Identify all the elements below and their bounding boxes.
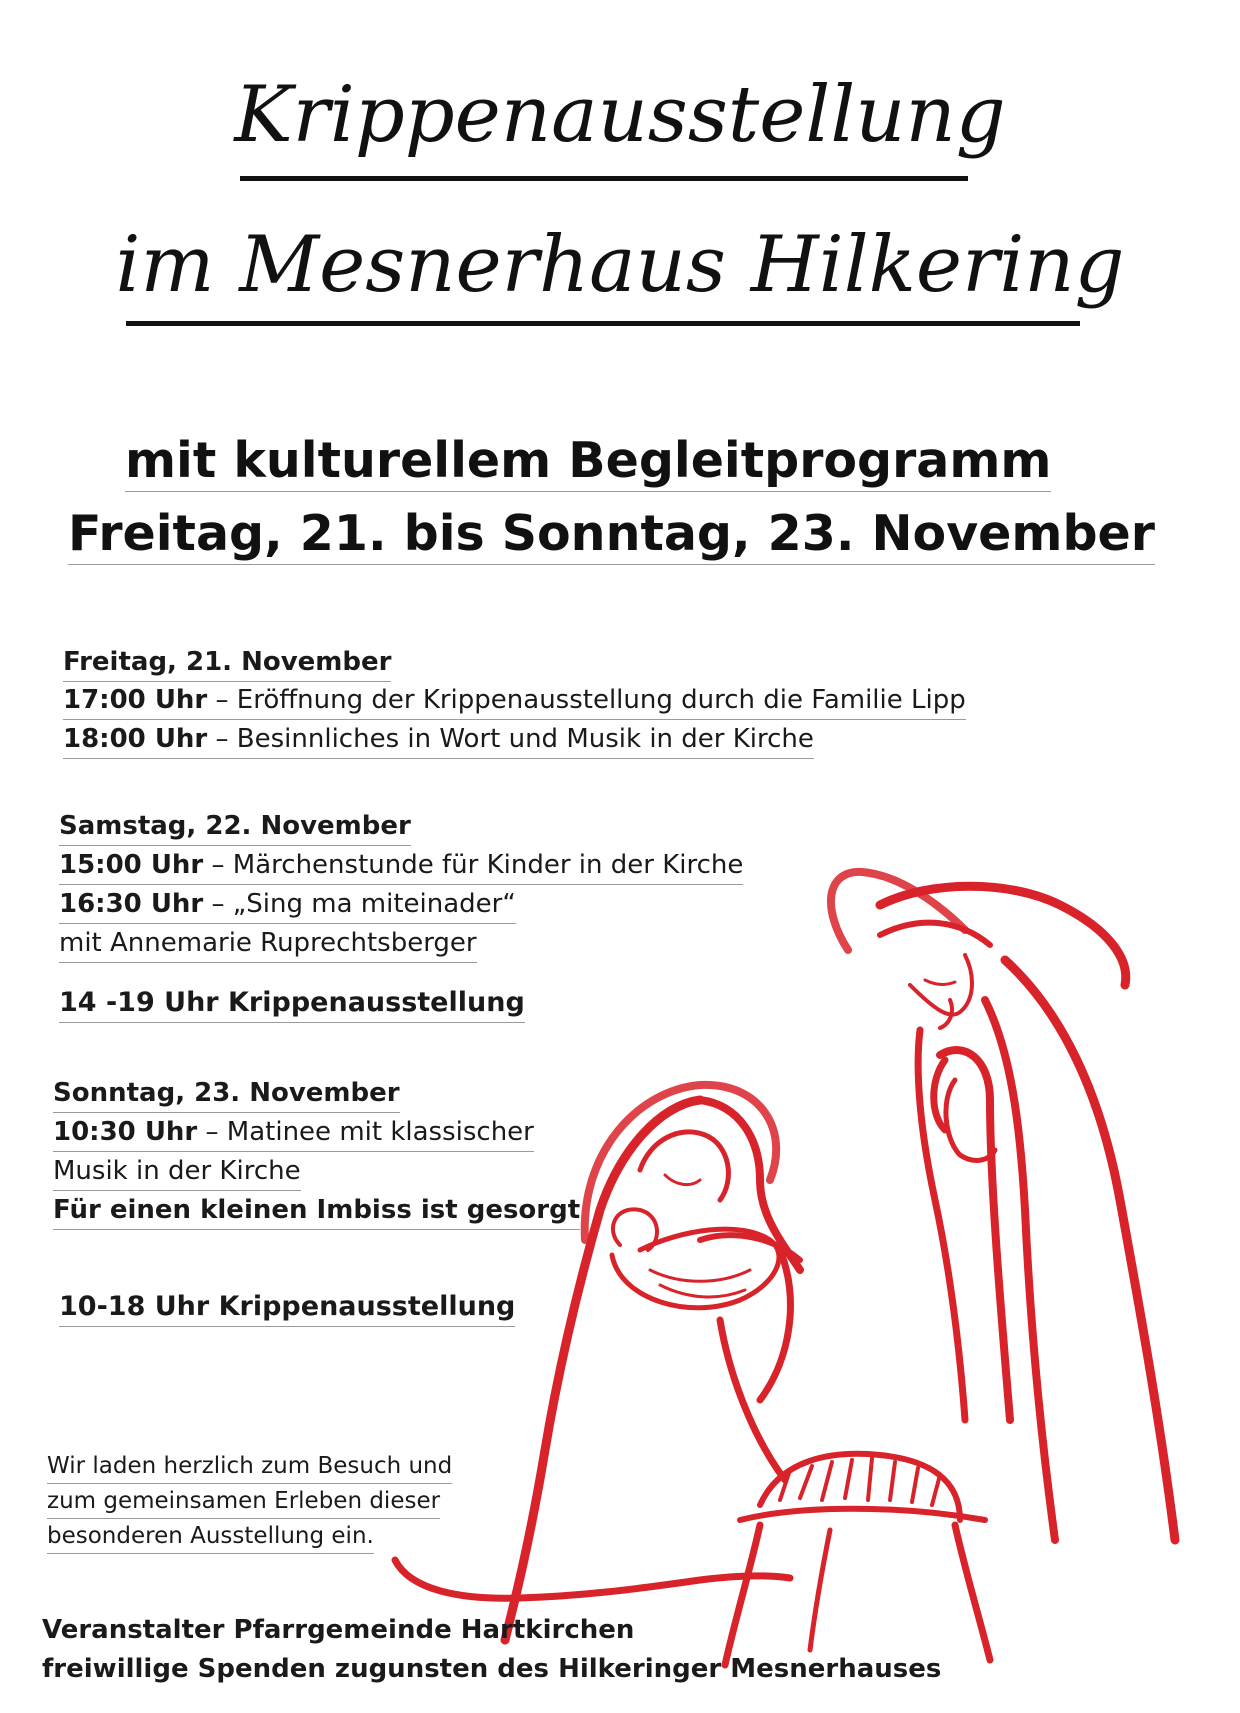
saturday-item-2-time: 16:30 Uhr <box>59 889 204 919</box>
joseph-staff <box>940 1050 1010 1420</box>
friday-item-2-time: 18:00 Uhr <box>63 724 208 754</box>
friday-heading: Freitag, 21. November <box>63 645 391 682</box>
friday-item-1 <box>63 683 966 720</box>
title-underline-2 <box>126 321 1080 326</box>
saturday-item-1-time: 15:00 Uhr <box>59 850 204 880</box>
friday-item-1-text: – Eröffnung der Krippenausstellung durch die Familie Lipp <box>207 685 966 715</box>
footer-organizer: Veranstalter Pfarrgemeinde Hartkirchen <box>42 1615 635 1645</box>
sunday-item-1-text: – Matinee mit klassischer <box>197 1117 534 1147</box>
page-title-line1: Krippenausstellung <box>234 70 1006 160</box>
friday-item-2 <box>63 722 814 759</box>
saturday-heading: Samstag, 22. November <box>59 809 411 846</box>
page-title-line2: im Mesnerhaus Hilkering <box>115 220 1125 310</box>
friday-item-2-text: – Besinnliches in Wort und Musik in der Kirche <box>207 724 814 754</box>
sunday-hours: 10-18 Uhr Krippenausstellung <box>59 1290 515 1327</box>
invitation-line-2: zum gemeinsamen Erleben dieser <box>47 1486 440 1519</box>
saturday-item-2 <box>59 887 516 924</box>
footer-donations: freiwillige Spenden zugunsten des Hilkeringer Mesnerhauses <box>42 1654 942 1684</box>
sunday-snack-note: Für einen kleinen Imbiss ist gesorgt <box>53 1193 580 1230</box>
saturday-item-2-text: – „Sing ma miteinader“ <box>203 889 516 919</box>
subtitle-dates: Freitag, 21. bis Sonntag, 23. November <box>68 505 1155 565</box>
title-underline-1 <box>240 176 968 181</box>
invitation-line-3: besonderen Ausstellung ein. <box>47 1521 374 1554</box>
invitation-line-1: Wir laden herzlich zum Besuch und <box>47 1451 452 1484</box>
saturday-item-1 <box>59 848 743 885</box>
saturday-hours: 14 -19 Uhr Krippenausstellung <box>59 986 525 1023</box>
joseph-hood <box>880 886 1126 985</box>
saturday-item-1-text: – Märchenstunde für Kinder in der Kirche <box>203 850 744 880</box>
saturday-item-2-continuation: mit Annemarie Ruprechtsberger <box>59 926 477 963</box>
friday-item-1-time: 17:00 Uhr <box>63 685 208 715</box>
sunday-item-1 <box>53 1115 534 1152</box>
ground-stroke <box>395 1560 790 1598</box>
sunday-heading: Sonntag, 23. November <box>53 1076 400 1113</box>
sunday-item-1-continuation: Musik in der Kirche <box>53 1154 301 1191</box>
subtitle-program: mit kulturellem Begleitprogramm <box>125 432 1051 492</box>
sunday-item-1-time: 10:30 Uhr <box>53 1117 198 1147</box>
